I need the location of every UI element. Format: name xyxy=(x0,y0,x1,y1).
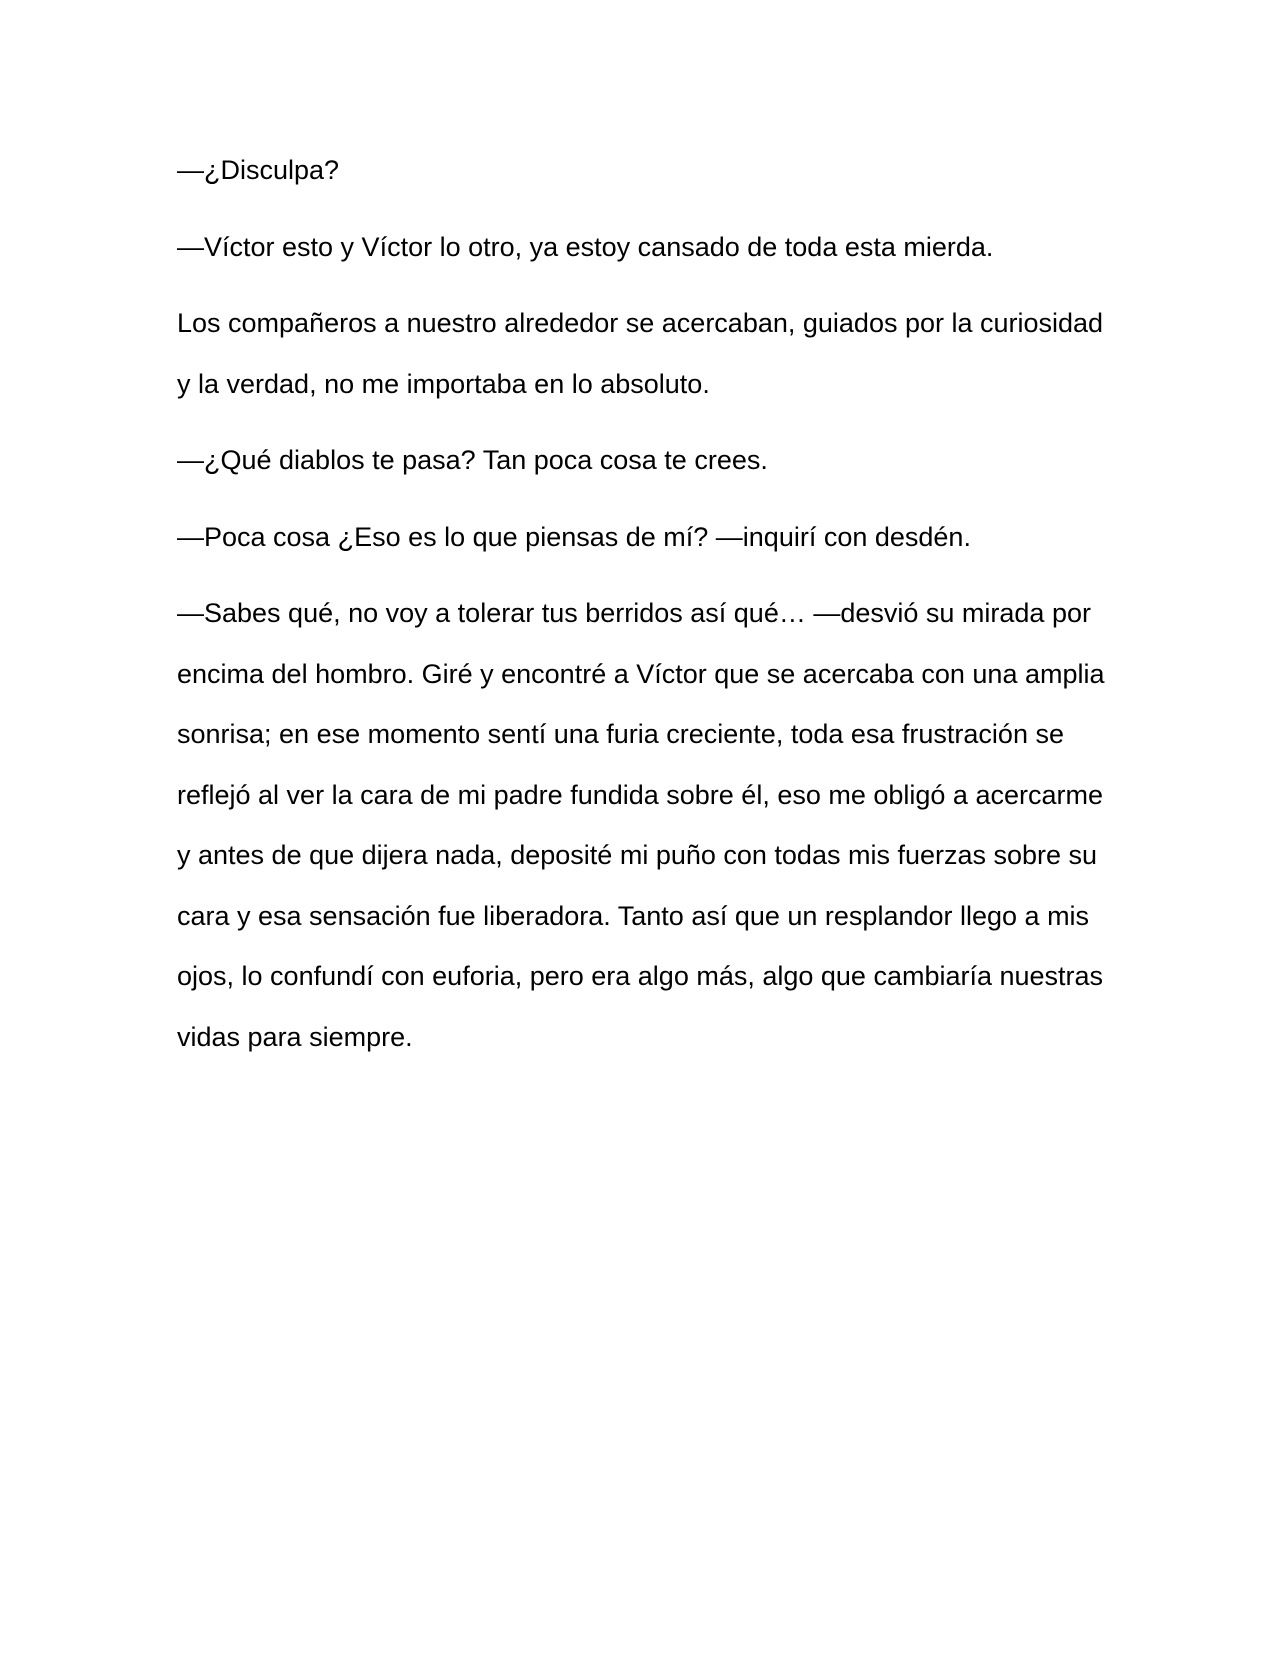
paragraph-narration-2: —Sabes qué, no voy a tolerar tus berridos así qué… —desvió su mirada por encima del hombro. Giré y encontré a Víctor que se acercaba con una amplia sonrisa; en ese momento sentí una furia creciente, toda esa frustración se reflejó al ver la cara de mi padre fundida sobre él, eso me obligó a acercarme y antes de que dijera nada, deposité mi puño con todas mis fuerzas sobre su cara y esa sensación fue liberadora. Tanto así que un resplandor llego a mis ojos, lo confundí con euforia, pero era algo más, algo que cambiaría nuestras vidas para siempre. xyxy=(177,598,1105,1052)
document-page xyxy=(177,140,1107,1083)
paragraph-dialogue-4: —Poca cosa ¿Eso es lo que piensas de mí? —inquirí con desdén. xyxy=(177,521,971,552)
paragraph-dialogue-1: —¿Disculpa? xyxy=(177,155,340,185)
paragraph-dialogue-3: —¿Qué diablos te pasa? Tan poca cosa te crees. xyxy=(177,445,768,475)
paragraph-dialogue-2: —Víctor esto y Víctor lo otro, ya estoy cansado de toda esta mierda. xyxy=(177,231,994,262)
paragraph-narration-1: Los compañeros a nuestro alrededor se acercaban, guiados por la curiosidad y la verdad, no me importaba en lo absoluto. xyxy=(177,308,1104,399)
